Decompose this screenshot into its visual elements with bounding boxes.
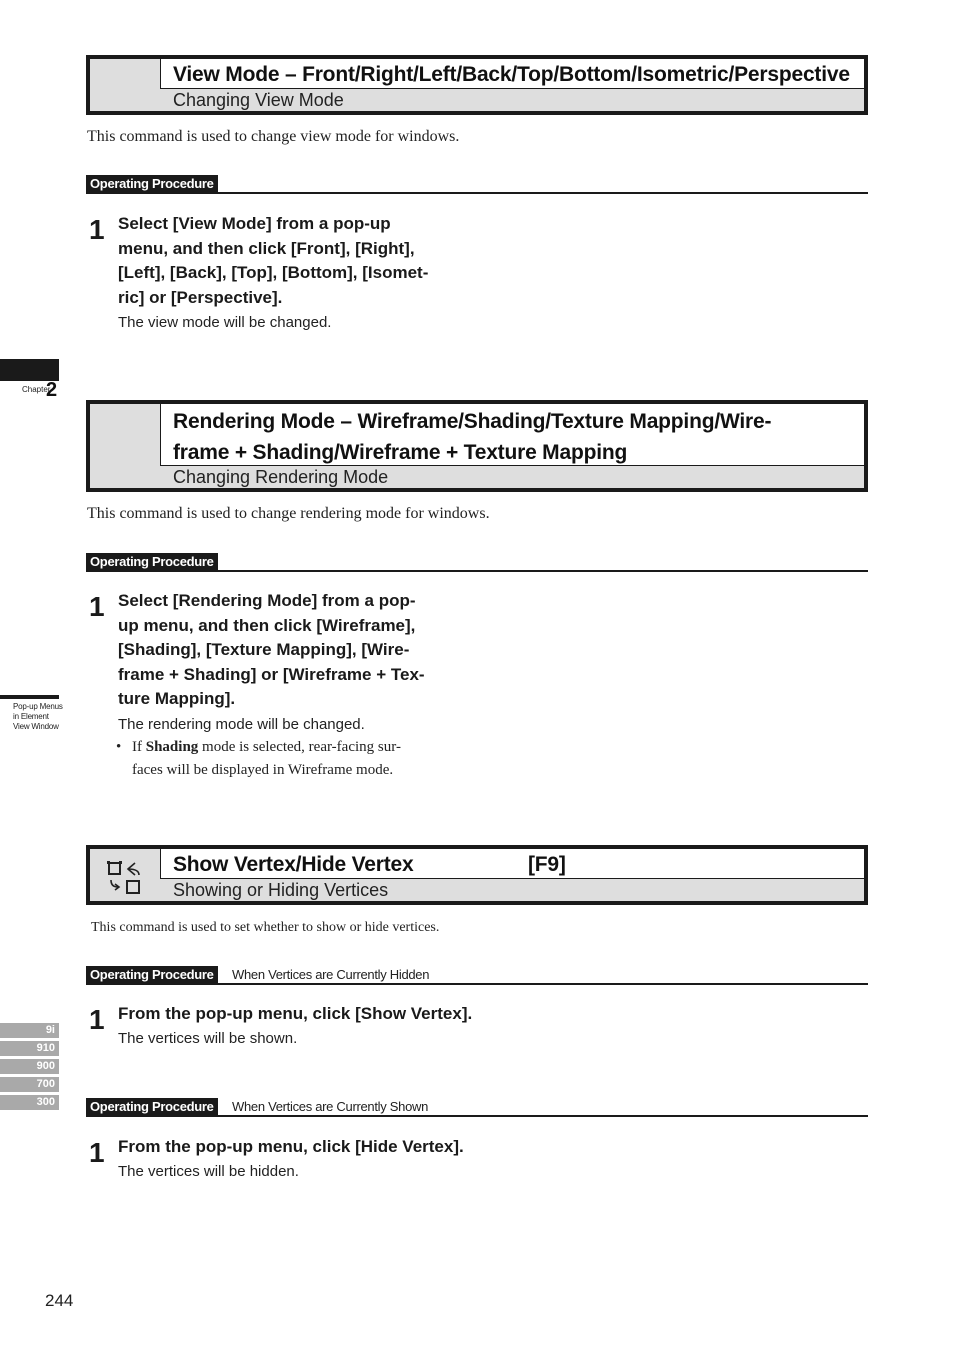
operating-procedure-tag: Operating Procedure bbox=[86, 966, 218, 983]
step-instruction: From the pop-up menu, click [Show Vertex]. bbox=[118, 1004, 473, 1023]
step-number: 1 bbox=[89, 1004, 105, 1035]
step-result: The rendering mode will be changed. bbox=[118, 716, 365, 733]
model-tag: 900 bbox=[0, 1059, 59, 1074]
note-bold-term: Shading bbox=[145, 739, 199, 755]
note-bullet: • bbox=[116, 739, 122, 755]
section-label: Pop-up Menus in Element View Window bbox=[13, 702, 63, 731]
note-text bbox=[116, 736, 436, 782]
operating-procedure-tag: Operating Procedure bbox=[86, 1098, 218, 1115]
step-line: ric] or [Perspective]. bbox=[118, 287, 283, 307]
operating-procedure-bar bbox=[86, 1095, 868, 1117]
header-icon-cell bbox=[90, 59, 161, 111]
section-title-line: frame + Shading/Wireframe + Texture Mapping bbox=[173, 441, 628, 464]
operating-procedure-tag: Operating Procedure bbox=[86, 175, 218, 192]
section-title bbox=[160, 406, 864, 468]
section-title-line: Rendering Mode – Wireframe/Shading/Texture Mapping/Wire- bbox=[173, 410, 772, 433]
step-line: up menu, and then click [Wireframe], bbox=[118, 615, 416, 635]
model-tag: 910 bbox=[0, 1041, 59, 1056]
model-tag: 700 bbox=[0, 1077, 59, 1092]
section-header-rendering-mode bbox=[86, 400, 868, 492]
step-instruction bbox=[118, 589, 425, 712]
section-subtitle: Changing Rendering Mode bbox=[160, 465, 864, 488]
step-result: The vertices will be shown. bbox=[118, 1030, 298, 1047]
operating-procedure-bar bbox=[86, 963, 868, 985]
step-line: frame + Shading] or [Wireframe + Tex- bbox=[118, 664, 425, 684]
step-line: Select [Rendering Mode] from a pop- bbox=[118, 591, 416, 610]
step-note bbox=[116, 736, 436, 782]
model-list bbox=[0, 1023, 59, 1113]
procedure-condition: When Vertices are Currently Shown bbox=[232, 1099, 429, 1114]
step-number: 1 bbox=[89, 591, 105, 622]
shortcut-key: [F9] bbox=[528, 853, 566, 876]
chapter-number: 2 bbox=[46, 379, 58, 401]
note-suffix: faces will be displayed in Wireframe mode. bbox=[132, 762, 394, 778]
step-line: menu, and then click [Front], [Right], bbox=[118, 238, 415, 258]
step-instruction bbox=[118, 212, 428, 310]
section-header-show-hide-vertex bbox=[86, 845, 868, 905]
section-description: This command is used to set whether to show or hide vertices. bbox=[91, 920, 440, 935]
operating-procedure-bar bbox=[86, 550, 868, 572]
section-title-row bbox=[160, 849, 864, 880]
step-instruction: From the pop-up menu, click [Hide Vertex]. bbox=[118, 1137, 464, 1156]
step-result: The view mode will be changed. bbox=[118, 314, 332, 331]
header-icon-cell bbox=[90, 849, 161, 901]
operating-procedure-bar bbox=[86, 172, 868, 194]
section-title: View Mode – Front/Right/Left/Back/Top/Bottom/Isometric/Perspective bbox=[173, 63, 850, 86]
page-number: 244 bbox=[45, 1291, 74, 1310]
step-line: [Shading], [Texture Mapping], [Wire- bbox=[118, 640, 410, 660]
section-description: This command is used to change rendering mode for windows. bbox=[87, 505, 490, 522]
note-suffix: mode is selected, rear-facing sur- bbox=[198, 739, 401, 755]
step-line: Select [View Mode] from a pop-up bbox=[118, 214, 391, 233]
section-description: This command is used to change view mode for windows. bbox=[87, 128, 460, 145]
section-subtitle: Changing View Mode bbox=[160, 88, 864, 111]
model-tag: 300 bbox=[0, 1095, 59, 1110]
step-result: The vertices will be hidden. bbox=[118, 1163, 299, 1180]
model-tag: 9i bbox=[0, 1023, 59, 1038]
section-tab-bar bbox=[0, 695, 59, 699]
step-number: 1 bbox=[89, 214, 105, 245]
chapter-tab-bar bbox=[0, 359, 59, 381]
procedure-condition: When Vertices are Currently Hidden bbox=[232, 967, 430, 982]
section-subtitle: Showing or Hiding Vertices bbox=[160, 878, 864, 901]
header-icon-cell bbox=[90, 404, 161, 488]
section-title: Show Vertex/Hide Vertex bbox=[173, 853, 414, 876]
operating-procedure-tag: Operating Procedure bbox=[86, 553, 218, 570]
note-prefix: If bbox=[132, 739, 146, 755]
step-number: 1 bbox=[89, 1137, 105, 1168]
step-line: [Left], [Back], [Top], [Bottom], [Isomet- bbox=[118, 263, 429, 283]
section-header-view-mode bbox=[86, 55, 868, 115]
chapter-label: Chapter bbox=[22, 385, 51, 394]
show-hide-vertex-icon bbox=[105, 858, 145, 898]
step-line: ture Mapping]. bbox=[118, 689, 236, 709]
